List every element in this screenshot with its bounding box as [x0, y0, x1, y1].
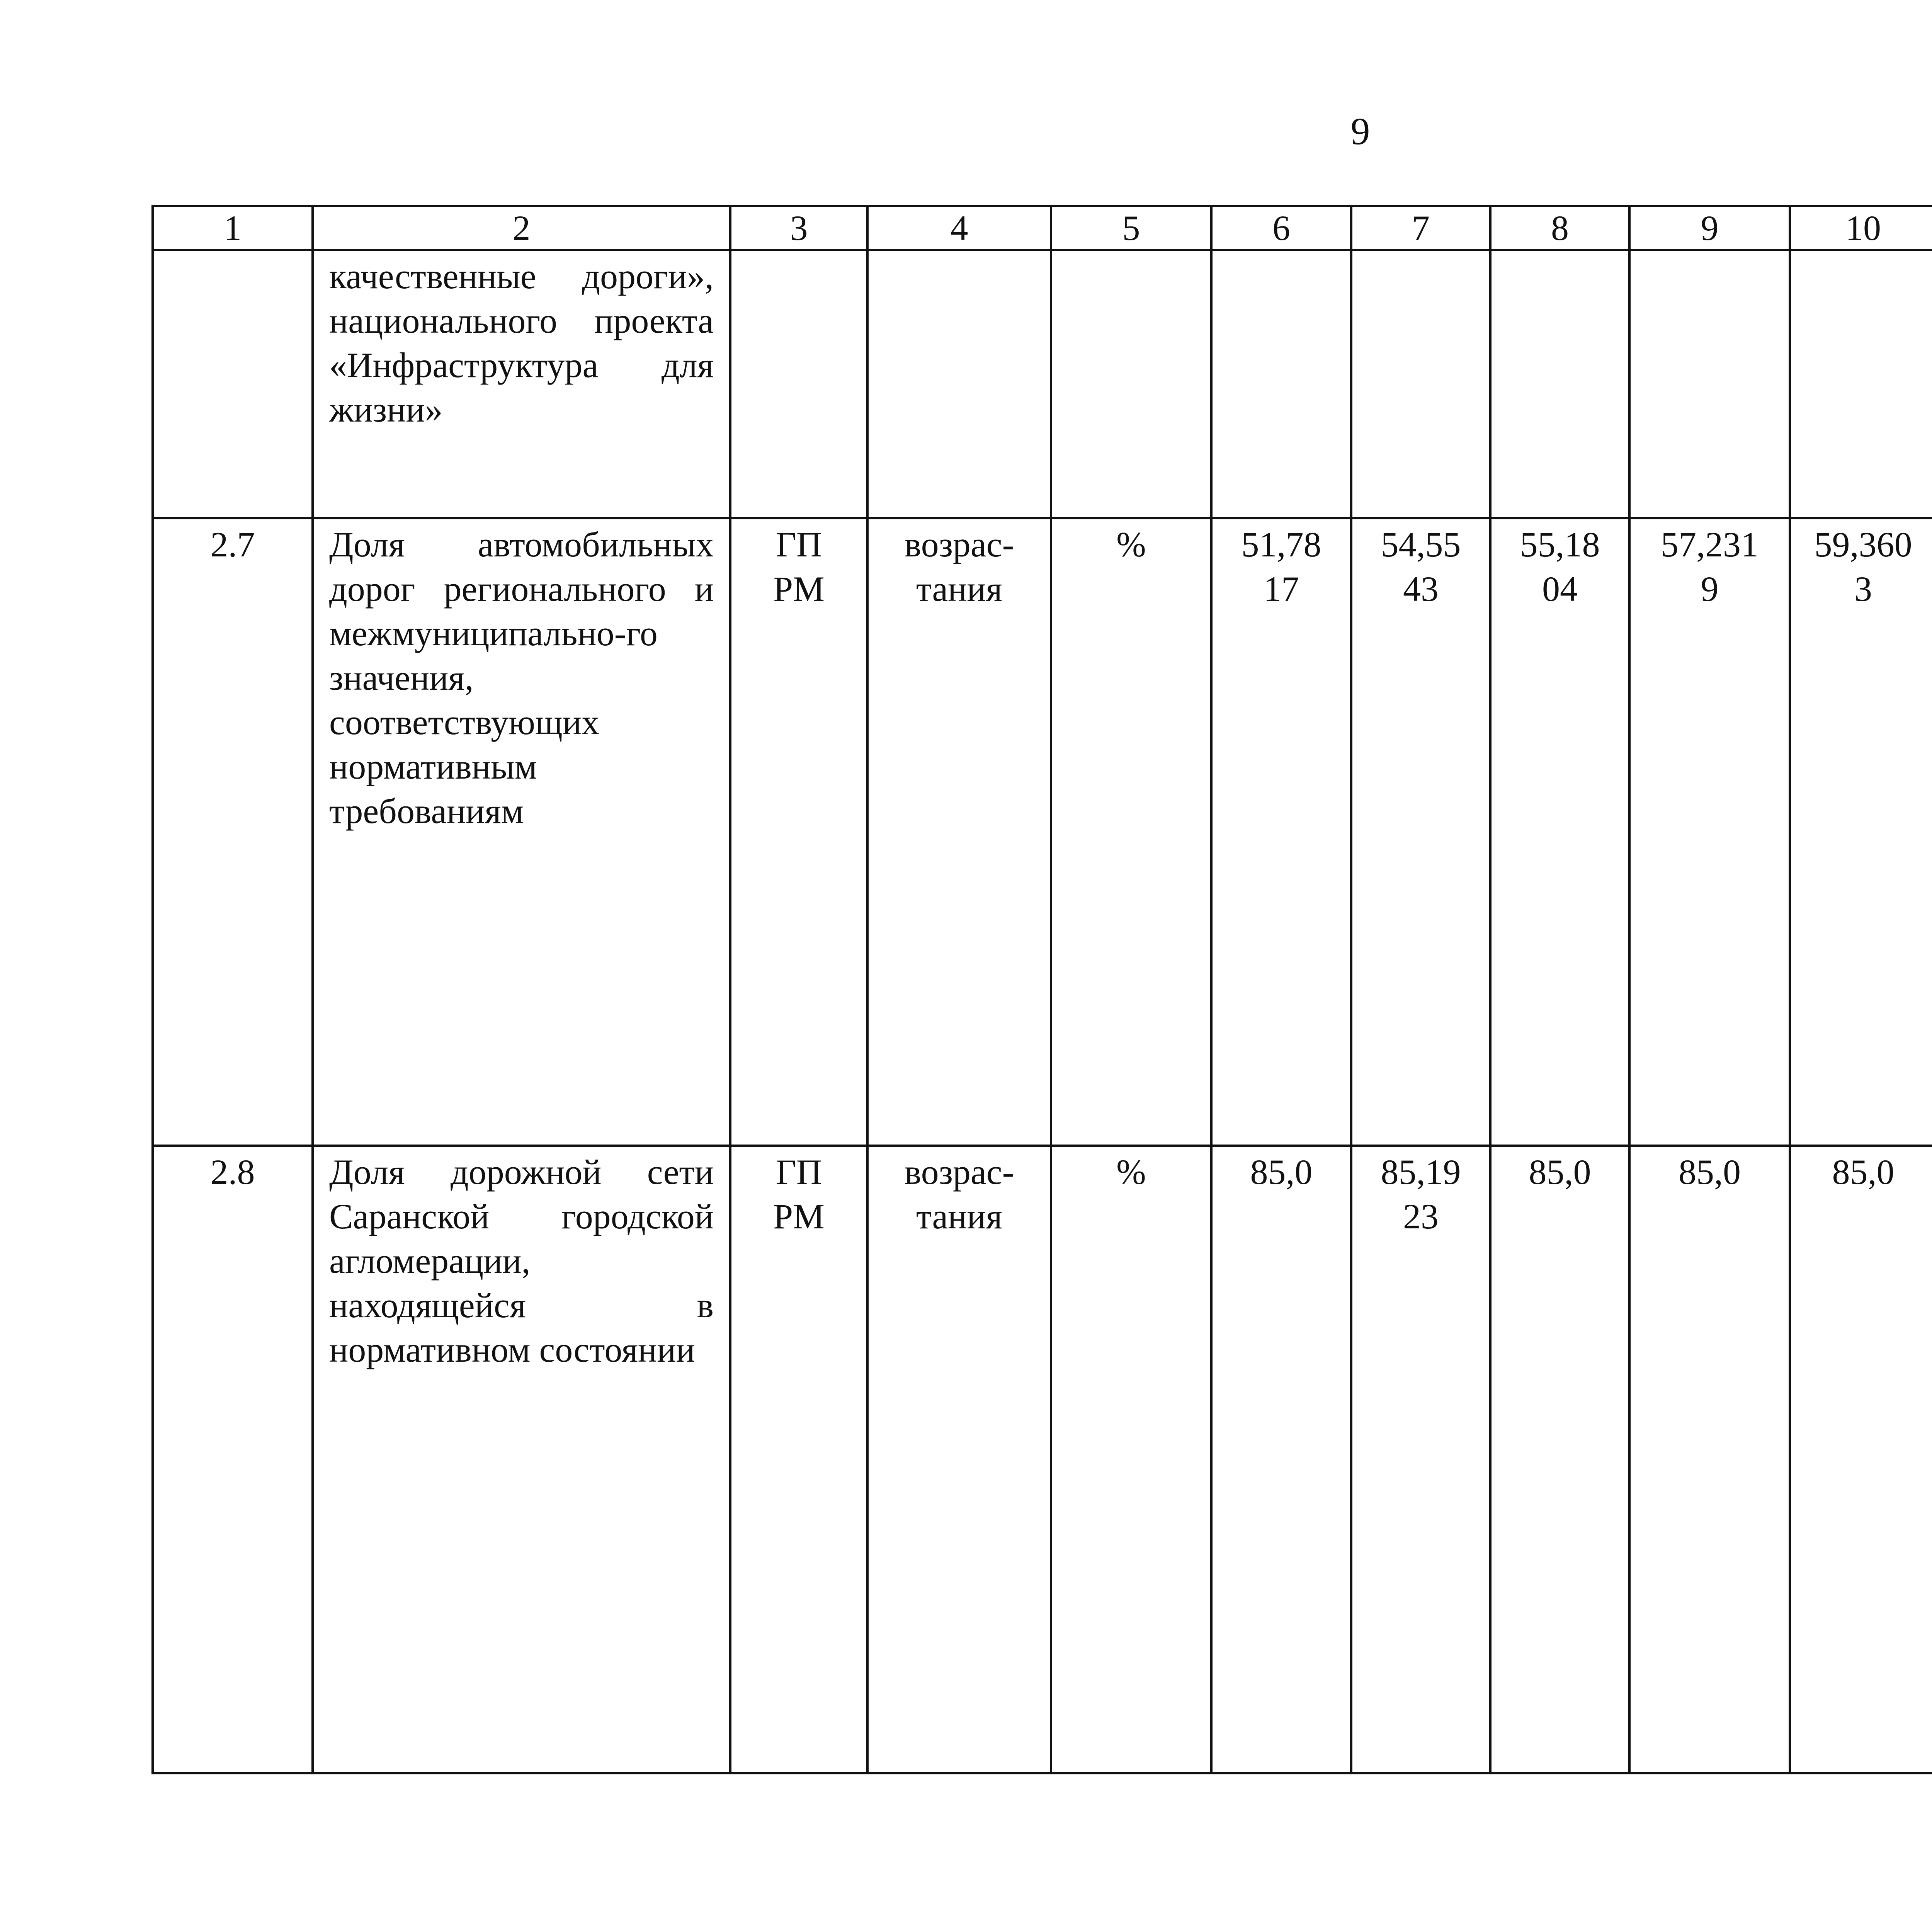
- cell-source: [730, 250, 867, 518]
- column-number: 10: [1790, 206, 1932, 250]
- cell-value: 55,18 04: [1490, 518, 1629, 1146]
- column-number: 5: [1051, 206, 1211, 250]
- indicators-table: [151, 205, 1932, 1774]
- cell-source: ГП РМ: [730, 518, 867, 1146]
- cell-unit: %: [1051, 1146, 1211, 1773]
- cell-value: [1629, 250, 1790, 518]
- column-numbers-row: [153, 206, 1932, 250]
- cell-direction: [867, 250, 1051, 518]
- cell-indicator-name: качественные дороги», национального проекта «Инфраструктура для жизни»: [313, 250, 730, 518]
- column-number: 1: [153, 206, 313, 250]
- column-number: 4: [867, 206, 1051, 250]
- cell-direction: возрас- тания: [867, 518, 1051, 1146]
- cell-value: [1211, 250, 1351, 518]
- cell-number: [153, 250, 313, 518]
- cell-number: 2.7: [153, 518, 313, 1146]
- cell-unit: [1051, 250, 1211, 518]
- cell-indicator-name: Доля дорожной сети Саранской городской агломерации, находящейся в нормативном состоянии: [313, 1146, 730, 1773]
- cell-value: 51,78 17: [1211, 518, 1351, 1146]
- column-number: 6: [1211, 206, 1351, 250]
- column-number: 7: [1351, 206, 1490, 250]
- cell-value: [1490, 250, 1629, 518]
- cell-value: 85,0: [1629, 1146, 1790, 1773]
- cell-indicator-name: Доля автомобильных дорог регионального и межмуниципально-го значения, соответствующих нормативным требованиям: [313, 518, 730, 1146]
- cell-value: 85,0: [1490, 1146, 1629, 1773]
- column-number: 9: [1629, 206, 1790, 250]
- table-row-continuation: [153, 250, 1932, 518]
- cell-value: [1790, 250, 1932, 518]
- cell-unit: %: [1051, 518, 1211, 1146]
- page-number: 9: [1350, 110, 1370, 153]
- cell-direction: возрас- тания: [867, 1146, 1051, 1773]
- table-row: [153, 1146, 1932, 1773]
- cell-value: 59,360 3: [1790, 518, 1932, 1146]
- cell-value: 57,231 9: [1629, 518, 1790, 1146]
- column-number: 2: [313, 206, 730, 250]
- table-row: [153, 518, 1932, 1146]
- cell-value: 85,0: [1790, 1146, 1932, 1773]
- cell-value: 85,19 23: [1351, 1146, 1490, 1773]
- cell-value: 85,0: [1211, 1146, 1351, 1773]
- cell-value: [1351, 250, 1490, 518]
- column-number: 8: [1490, 206, 1629, 250]
- cell-source: ГП РМ: [730, 1146, 867, 1773]
- column-number: 3: [730, 206, 867, 250]
- cell-value: 54,55 43: [1351, 518, 1490, 1146]
- cell-number: 2.8: [153, 1146, 313, 1773]
